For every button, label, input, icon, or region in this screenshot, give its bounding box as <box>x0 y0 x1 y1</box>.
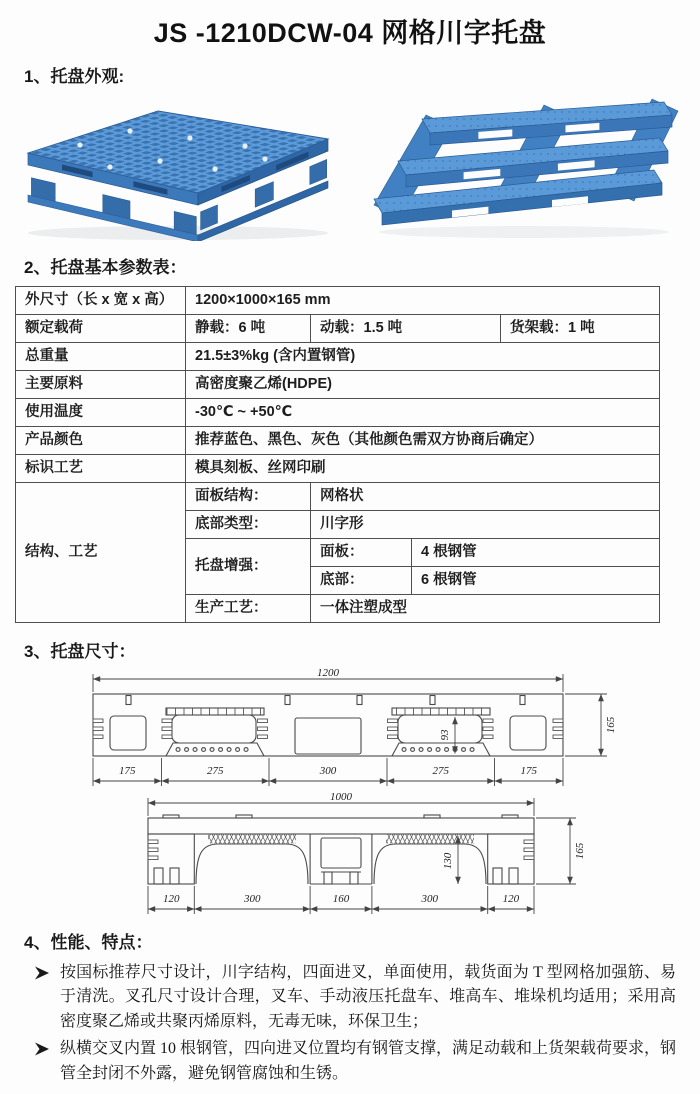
pallet-width-dimension-drawing <box>128 792 598 918</box>
arrow-bullet-icon <box>26 961 60 981</box>
dim-bottom-segment: 275 <box>206 765 223 777</box>
param-label-material: 主要原料 <box>16 371 186 399</box>
param-label-outer-size: 外尺寸（长 x 宽 x 高） <box>16 287 186 315</box>
table-row <box>16 399 660 427</box>
dim-bottom-segment: 300 <box>421 893 439 905</box>
param-label-structure: 结构、工艺 <box>16 483 186 623</box>
pallet-photos <box>0 87 700 241</box>
feature-text: 按国标推荐尺寸设计，川字结构，四面进叉，单面使用，载货面为 T 型网格加强筋、易于清洗。叉孔尺寸设计合理，叉车、手动液压托盘车、堆高车、堆垛机均适用；采用高密度聚乙烯或共聚丙烯原料，无毒无味，环保卫生； <box>60 964 676 1030</box>
param-value-reinforce-bottom: 6 根钢管 <box>412 567 660 595</box>
table-row <box>16 371 660 399</box>
param-label-rated-load: 额定载荷 <box>16 315 186 343</box>
param-value-marking: 模具刻板、丝网印刷 <box>186 455 660 483</box>
param-value-total-weight: 21.5±3%kg (含内置钢管) <box>186 343 660 371</box>
pallet-photo-bottom-view <box>364 89 694 241</box>
dim-overall-width: 1000 <box>330 792 352 803</box>
param-label-color: 产品颜色 <box>16 427 186 455</box>
side-vents <box>148 840 534 860</box>
param-value-process: 一体注塑成型 <box>311 595 660 623</box>
pallet-body-outline <box>148 815 534 884</box>
section-heading-features: 4、性能、特点： <box>24 933 153 952</box>
feature-text: 纵横交叉内置 10 根钢管，四向进叉位置均有钢管支撑，满足动载和上货架载荷要求，钢管全封闭不外露，避免钢管腐蚀和生锈。 <box>60 1040 677 1082</box>
features-list <box>26 961 676 1086</box>
dim-inner-height: 93 <box>438 729 451 741</box>
param-value-color: 推荐蓝色、黑色、灰色（其他颜色需双方协商后确定） <box>186 427 660 455</box>
table-row <box>16 483 660 511</box>
param-label-reinforce-bottom: 底部： <box>311 567 412 595</box>
table-row <box>16 287 660 315</box>
param-label-reinforce: 托盘增强： <box>186 539 311 595</box>
dim-bottom-segment: 275 <box>431 765 449 777</box>
pallet-body-outline <box>93 694 563 756</box>
dim-overall-length: 1200 <box>316 668 339 679</box>
param-value-reinforce-panel: 4 根钢管 <box>412 539 660 567</box>
dim-bottom-segment: 300 <box>243 893 261 905</box>
parameters-table <box>15 286 660 623</box>
param-value-static-load: 静载：6 吨 <box>186 315 311 343</box>
list-item <box>26 961 676 1034</box>
section-heading-dimensions: 3、托盘尺寸： <box>24 642 136 661</box>
section-heading-appearance: 1、托盘外观: <box>24 67 125 86</box>
page-title: JS -1210DCW-04 网格川字托盘 <box>153 18 547 48</box>
dim-bottom-segment: 300 <box>319 765 336 777</box>
table-row <box>16 427 660 455</box>
photo-shadow <box>379 226 669 238</box>
dim-height: 165 <box>604 716 617 734</box>
table-row <box>16 455 660 483</box>
pallet-deck-grid <box>28 111 328 193</box>
pallet-photo-top-view <box>10 89 340 241</box>
param-value-temperature: -30℃ ~ +50℃ <box>186 399 660 427</box>
param-label-panel-structure: 面板结构： <box>186 483 311 511</box>
dim-height: 165 <box>574 842 586 860</box>
dim-bottom-segment: 175 <box>118 765 135 777</box>
side-vents <box>93 719 563 739</box>
pallet-length-dimension-drawing <box>78 668 623 790</box>
section-heading-parameters: 2、托盘基本参数表： <box>24 258 187 277</box>
dim-bottom-segment: 120 <box>162 893 180 905</box>
param-value-material: 高密度聚乙烯(HDPE) <box>186 371 660 399</box>
param-value-panel-structure: 网格状 <box>311 483 660 511</box>
arrow-bullet-icon <box>26 1037 60 1057</box>
param-label-reinforce-panel: 面板： <box>311 539 412 567</box>
param-value-bottom-type: 川字形 <box>311 511 660 539</box>
dim-bottom-segment: 160 <box>332 893 350 905</box>
dim-bottom-segment: 175 <box>519 765 537 777</box>
param-label-total-weight: 总重量 <box>16 343 186 371</box>
param-label-bottom-type: 底部类型： <box>186 511 311 539</box>
table-row <box>16 343 660 371</box>
dim-inner-height: 130 <box>442 852 454 870</box>
dim-bottom-segment: 120 <box>502 893 520 905</box>
param-value-dynamic-load: 动载：1.5 吨 <box>311 315 501 343</box>
param-label-process: 生产工艺： <box>186 595 311 623</box>
param-value-rack-load: 货架载：1 吨 <box>501 315 660 343</box>
param-label-marking: 标识工艺 <box>16 455 186 483</box>
table-row <box>16 315 660 343</box>
param-label-temperature: 使用温度 <box>16 399 186 427</box>
param-value-outer-size: 1200×1000×165 mm <box>186 287 660 315</box>
list-item <box>26 1037 676 1086</box>
